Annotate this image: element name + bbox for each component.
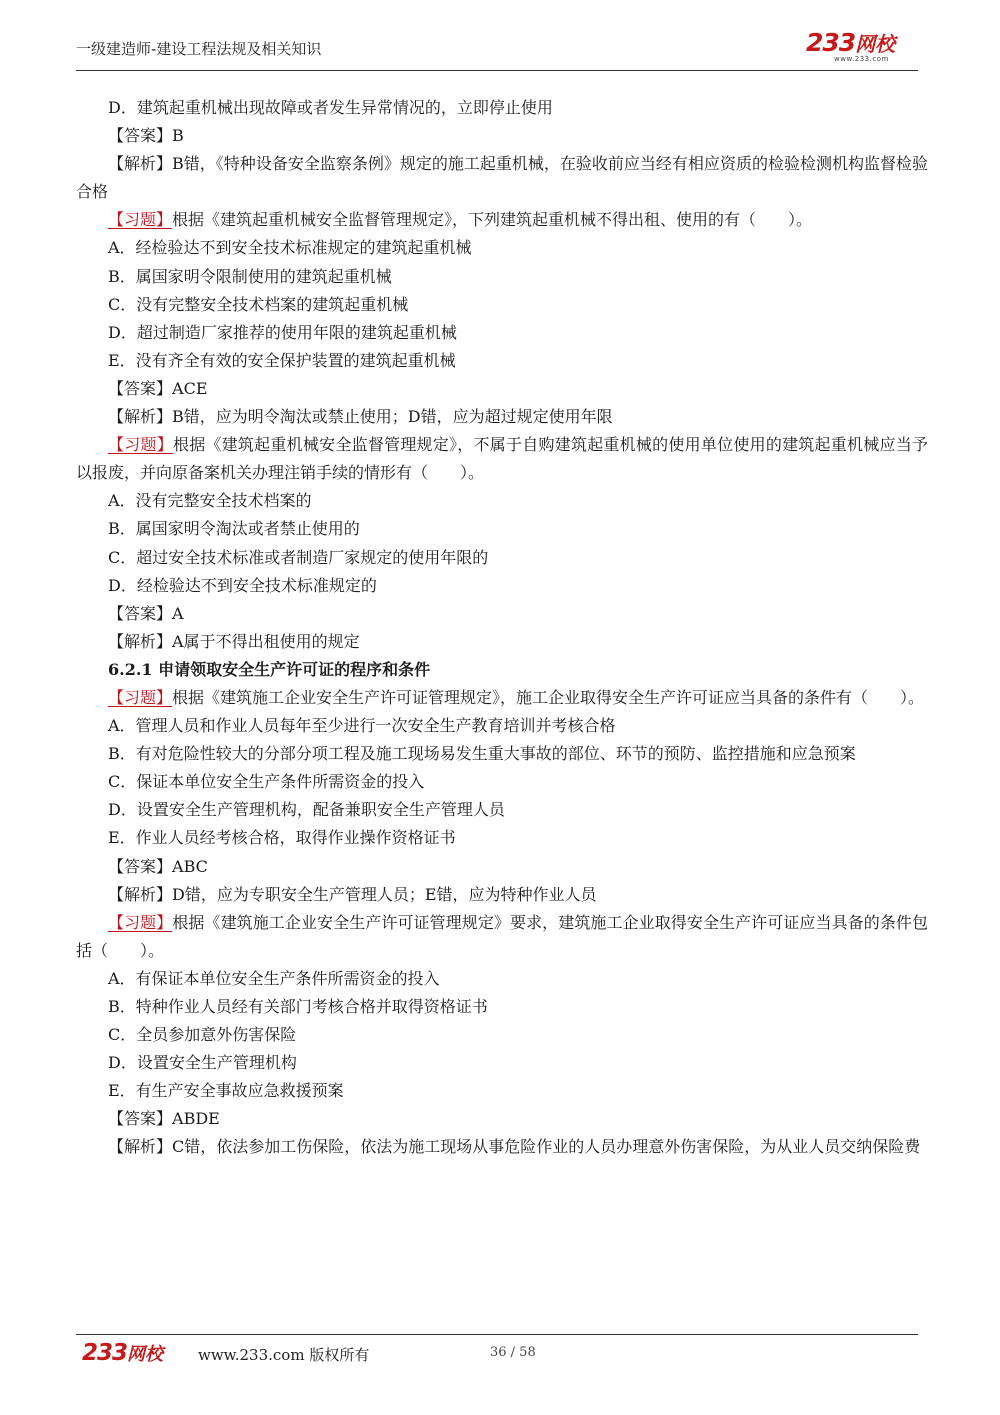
q1-option-b: B．属国家明令限制使用的建筑起重机械 [108,266,392,286]
logo-chinese: 网校 [127,1344,164,1365]
explanation-tag: 【解析】 [108,154,173,174]
q3-option-e: E．作业人员经考核合格，取得作业操作资格证书 [108,828,456,848]
question-3 [76,684,928,712]
answer-tag: 【答案】 [108,378,173,398]
question-text: 根据《建筑施工企业安全生产许可证管理规定》要求，建筑施工企业取得安全生产许可证应当具备的条件包括（ ）。 [76,912,928,960]
document-body [76,94,928,1162]
q2-answer [76,600,928,628]
page-header [76,30,918,74]
q3-answer [76,853,928,881]
page-number: 36 / 58 [490,1345,536,1360]
section-heading: 6.2.1 申请领取安全生产许可证的程序和条件 [108,659,431,679]
q1-option-d: D．超过制造厂家推荐的使用年限的建筑起重机械 [108,322,457,342]
q4-option-a: A．有保证本单位安全生产条件所需资金的投入 [108,968,440,988]
q3-option-a: A．管理人员和作业人员每年至少进行一次安全生产教育培训并考核合格 [108,716,616,736]
explanation-line [76,150,928,206]
q4-option-c: C．全员参加意外伤害保险 [108,1025,297,1045]
question-text: 根据《建筑起重机械安全监督管理规定》，下列建筑起重机械不得出租、使用的有（ ）。 [172,210,813,230]
question-4 [76,909,928,965]
q1-explanation [76,403,928,431]
explanation-tag: 【解析】 [108,1137,173,1157]
page-footer [76,1334,918,1374]
q4-answer [76,1105,928,1133]
question-text: 根据《建筑起重机械安全监督管理规定》，不属于自购建筑起重机械的使用单位使用的建筑起重机械应当予以报废，并向原备案机关办理注销手续的情形有（ ）。 [76,435,928,483]
exercise-tag: 【习题】 [108,210,173,230]
answer-value: ABDE [172,1109,220,1129]
question-1 [76,206,928,234]
q3-option-c: C．保证本单位安全生产条件所需资金的投入 [108,772,425,792]
answer-tag: 【答案】 [108,856,173,876]
q3-option-d: D．设置安全生产管理机构，配备兼职安全生产管理人员 [108,800,505,820]
document-title: 一级建造师-建设工程法规及相关知识 [76,40,322,58]
copyright-text: www.233.com 版权所有 [198,1346,370,1364]
answer-tag: 【答案】 [108,1109,173,1129]
logo-number: 233 [82,1340,128,1366]
option-line: D．建筑起重机械出现故障或者发生异常情况的，立即停止使用 [108,98,553,117]
q1-option-c: C．没有完整安全技术档案的建筑起重机械 [108,294,409,314]
explanation-tag: 【解析】 [108,407,173,427]
q2-option-b: B．属国家明令淘汰或者禁止使用的 [108,519,360,539]
q3-option-b: B．有对危险性较大的分部分项工程及施工现场易发生重大事故的部位、环节的预防、监控措施和应急预案 [108,744,856,764]
q1-option-a: A．经检验达不到安全技术标准规定的建筑起重机械 [108,238,472,258]
header-divider [76,70,918,71]
answer-value: ACE [172,378,208,398]
explanation-text: A属于不得出租使用的规定 [172,631,360,651]
q1-answer [76,375,928,403]
answer-value: A [172,603,184,623]
answer-value: ABC [172,856,208,876]
q4-explanation [76,1133,928,1161]
exercise-tag: 【习题】 [108,912,173,932]
q4-option-e: E．有生产安全事故应急救援预案 [108,1081,344,1101]
explanation-tag: 【解析】 [108,884,173,904]
brand-logo[interactable] [806,30,916,66]
question-text: 根据《建筑施工企业安全生产许可证管理规定》，施工企业取得安全生产许可证应当具备的条件有（ ）。 [172,687,925,707]
explanation-text: B错，《特种设备安全监察条例》规定的施工起重机械，在验收前应当经有相应资质的检验检测机构监督检验合格 [76,154,928,202]
q2-option-c: C．超过安全技术标准或者制造厂家规定的使用年限的 [108,547,489,567]
explanation-text: B错，应为明令淘汰或禁止使用；D错，应为超过规定使用年限 [172,407,613,427]
exercise-tag: 【习题】 [108,435,173,455]
footer-divider [76,1334,918,1335]
question-2 [76,431,928,487]
explanation-text: D错，应为专职安全生产管理人员；E错，应为特种作业人员 [172,884,597,904]
answer-line [76,122,928,150]
explanation-text: C错，依法参加工伤保险，依法为施工现场从事危险作业的人员办理意外伤害保险，为从业人员交纳保险费 [172,1137,921,1157]
q2-option-a: A．没有完整安全技术档案的 [108,491,312,511]
exercise-tag: 【习题】 [108,687,173,707]
answer-tag: 【答案】 [108,603,173,623]
q2-explanation [76,628,928,656]
logo-number: 233 [806,28,856,57]
footer-logo[interactable] [82,1339,163,1369]
explanation-tag: 【解析】 [108,631,173,651]
q2-option-d: D．经检验达不到安全技术标准规定的 [108,575,377,595]
logo-url: www.233.com [834,55,889,63]
q3-explanation [76,881,928,909]
logo-chinese: 网校 [855,32,896,56]
answer-value: B [172,126,184,146]
q4-option-b: B．特种作业人员经有关部门考核合格并取得资格证书 [108,997,488,1016]
q4-option-d: D．设置安全生产管理机构 [108,1053,297,1073]
q1-option-e: E．没有齐全有效的安全保护装置的建筑起重机械 [108,350,456,370]
answer-tag: 【答案】 [108,126,173,146]
